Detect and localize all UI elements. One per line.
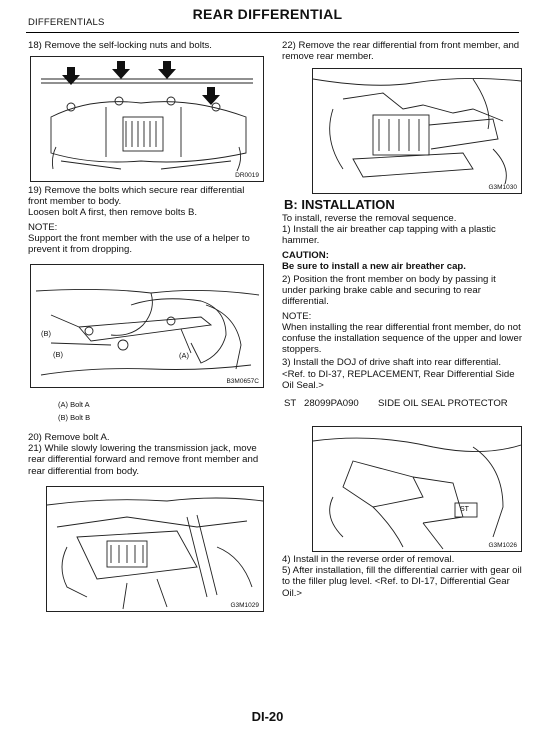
figure-code: G3M1029 <box>230 602 259 609</box>
page-title: REAR DIFFERENTIAL <box>192 6 343 22</box>
figure-g3m1029 <box>46 486 264 612</box>
front-member-bolts-illustration <box>31 265 263 387</box>
figure-g3m1030 <box>312 68 522 194</box>
step-19: 19) Remove the bolts which secure rear differential front member to body. Loosen bolt A first, then remove bolts B. NOTE: Support the front member with the use of a helper to prevent it from dropping. <box>28 185 262 255</box>
figure-code: B3M0657C <box>226 378 259 385</box>
section-heading-installation: B: INSTALLATION <box>284 197 395 212</box>
section-label: DIFFERENTIALS <box>28 17 105 28</box>
st-name: SIDE OIL SEAL PROTECTOR <box>378 398 508 409</box>
installation-steps: To install, reverse the removal sequence. 1) Install the air breather cap tapping with a plastic hammer. CAUTION: Be sure to install a new air breather cap. 2) Position the front member on body by passing it under parking brake cable and securing to rear differential. NOTE: When installing the rear differential front member, do not confuse the installation sequence of the upper and lower stoppers. 3) Install the DOJ of drive shaft into rear differential.<Ref. to DI-37, REPLACEMENT, Rear Differential Side Oil Seal.> <box>282 213 523 391</box>
step-18: 18) Remove the self-locking nuts and bolts. <box>28 40 212 51</box>
final-steps: 4) Install in the reverse order of removal. 5) After installation, fill the differential carrier with gear oil to the filler plug level. <Ref. to DI-17, Differential Gear Oil.> <box>282 554 522 599</box>
st-callout: ST <box>460 506 469 513</box>
figure-code: G3M1026 <box>488 542 517 549</box>
caution-text: Be sure to install a new air breather cap. <box>282 260 466 272</box>
figure-g3m1026 <box>312 426 522 552</box>
figure-code: G3M1030 <box>488 184 517 191</box>
note-text: Support the front member with the use of a helper to prevent it from dropping. <box>28 232 250 256</box>
legend-bolt-b: (B) Bolt B <box>58 413 91 422</box>
figure-dr0019 <box>30 56 264 182</box>
page-number: DI-20 <box>251 709 284 724</box>
st-label: ST <box>284 398 297 409</box>
caution-label: CAUTION: <box>282 249 329 261</box>
callout-b-upper: (B) <box>41 329 51 338</box>
legend-bolt-a: (A) Bolt A <box>58 400 90 409</box>
note-label: NOTE: <box>28 221 58 233</box>
rear-member-removal-illustration <box>313 69 521 193</box>
header-divider <box>26 32 519 33</box>
differential-removal-illustration <box>47 487 263 611</box>
callout-b-lower: (B) <box>53 350 63 359</box>
callout-a: (A) <box>179 351 189 360</box>
figure-b3m0657c <box>30 264 264 388</box>
differential-mount-illustration <box>31 57 263 181</box>
st-number: 28099PA090 <box>304 398 359 409</box>
figure-code: DR0019 <box>235 172 259 179</box>
note-label: NOTE: <box>282 310 312 322</box>
steps-20-21: 20) Remove bolt A. 21) While slowly lowering the transmission jack, move rear differential forward and remove front member and rear differential from body. <box>28 432 259 477</box>
note-text: When installing the rear differential front member, do not confuse the installation sequence of the upper and lower stoppers. <box>282 321 523 356</box>
step-22: 22) Remove the rear differential from front member, and remove rear member. <box>282 40 520 63</box>
doj-installation-illustration <box>313 427 521 551</box>
